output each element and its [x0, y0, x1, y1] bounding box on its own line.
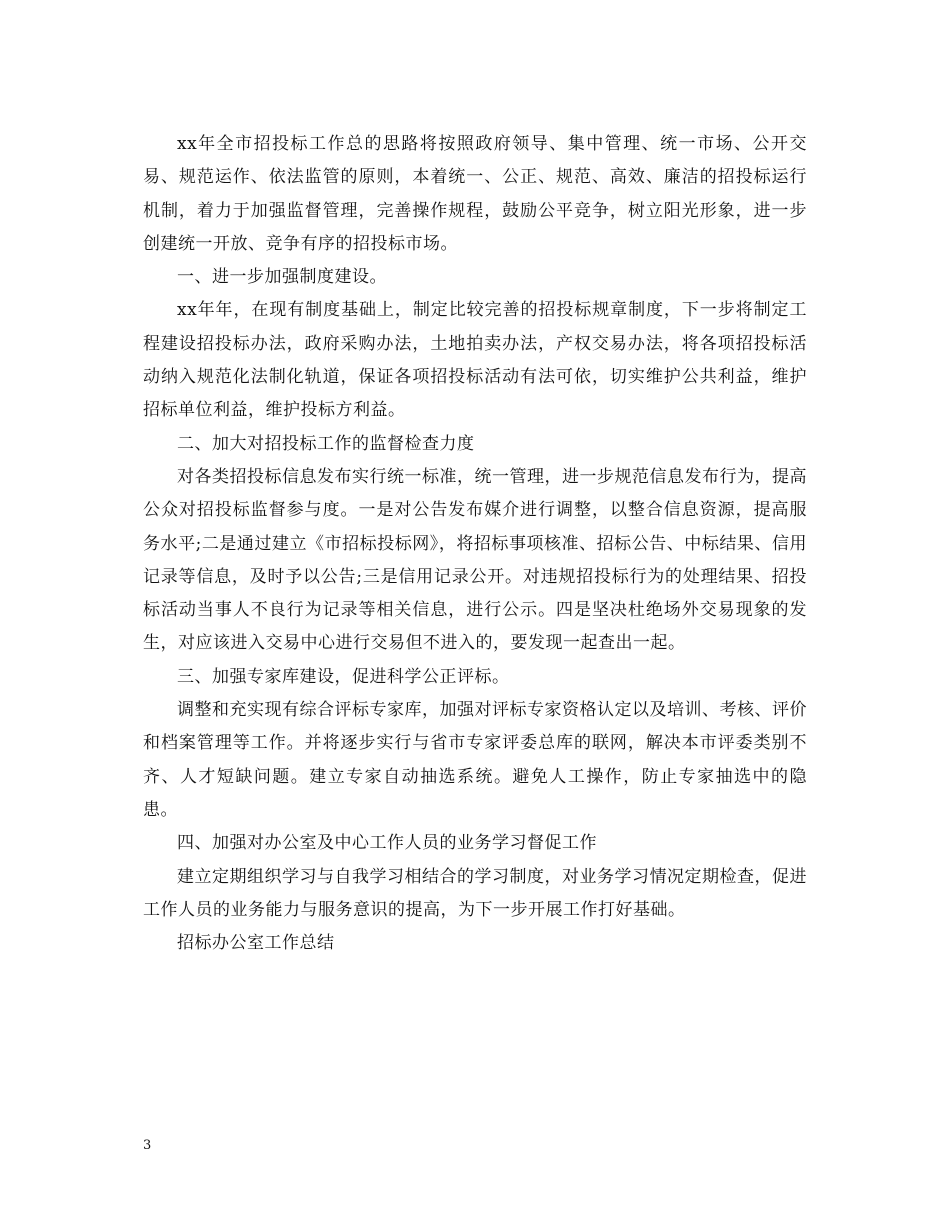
- paragraph-section-3: 调整和充实现有综合评标专家库，加强对评标专家资格认定以及培训、考核、评价和档案管理等工作。并将逐步实行与省市专家评委总库的联网，解决本市评委类别不齐、人才短缺问题。建立专家自动抽选系统。避免人工操作，防止专家抽选中的隐患。: [143, 700, 807, 820]
- document-body: [143, 128, 807, 960]
- paragraph-section-4: 建立定期组织学习与自我学习相结合的学习制度，对业务学习情况定期检查，促进工作人员的业务能力与服务意识的提高，为下一步开展工作打好基础。: [143, 866, 807, 920]
- section-heading-2: 二、加大对招投标工作的监督检查力度: [177, 433, 475, 454]
- page-number: 3: [143, 1138, 152, 1153]
- section-heading-3: 三、加强专家库建设，促进科学公正评标。: [177, 666, 510, 687]
- paragraph-intro: xx年全市招投标工作总的思路将按照政府领导、集中管理、统一市场、公开交易、规范运作、依法监管的原则，本着统一、公正、规范、高效、廉洁的招投标运行机制，着力于加强监督管理，完善操作规程，鼓励公平竞争，树立阳光形象，进一步创建统一开放、竞争有序的招投标市场。: [143, 134, 807, 254]
- section-heading-1: 一、进一步加强制度建设。: [177, 267, 387, 288]
- section-heading-4: 四、加强对办公室及中心工作人员的业务学习督促工作: [177, 833, 597, 854]
- paragraph-section-1: xx年年，在现有制度基础上，制定比较完善的招投标规章制度，下一步将制定工程建设招投标办法，政府采购办法，土地拍卖办法，产权交易办法，将各项招投标活动纳入规范化法制化轨道，保证各项招投标活动有法可依，切实维护公共利益，维护招标单位利益，维护投标方利益。: [143, 300, 807, 421]
- closing-title: 招标办公室工作总结: [177, 933, 335, 954]
- paragraph-section-2: 对各类招投标信息发布实行统一标准，统一管理，进一步规范信息发布行为，提高公众对招投标监督参与度。一是对公告发布媒介进行调整，以整合信息资源，提高服务水平;二是通过建立《市招标投标网》，将招标事项核准、招标公告、中标结果、信用记录等信息，及时予以公告;三是信用记录公开。对违规招投标行为的处理结果、招投标活动当事人不良行为记录等相关信息，进行公示。四是坚决杜绝场外交易现象的发生，对应该进入交易中心进行交易但不进入的，要发现一起查出一起。: [143, 466, 807, 654]
